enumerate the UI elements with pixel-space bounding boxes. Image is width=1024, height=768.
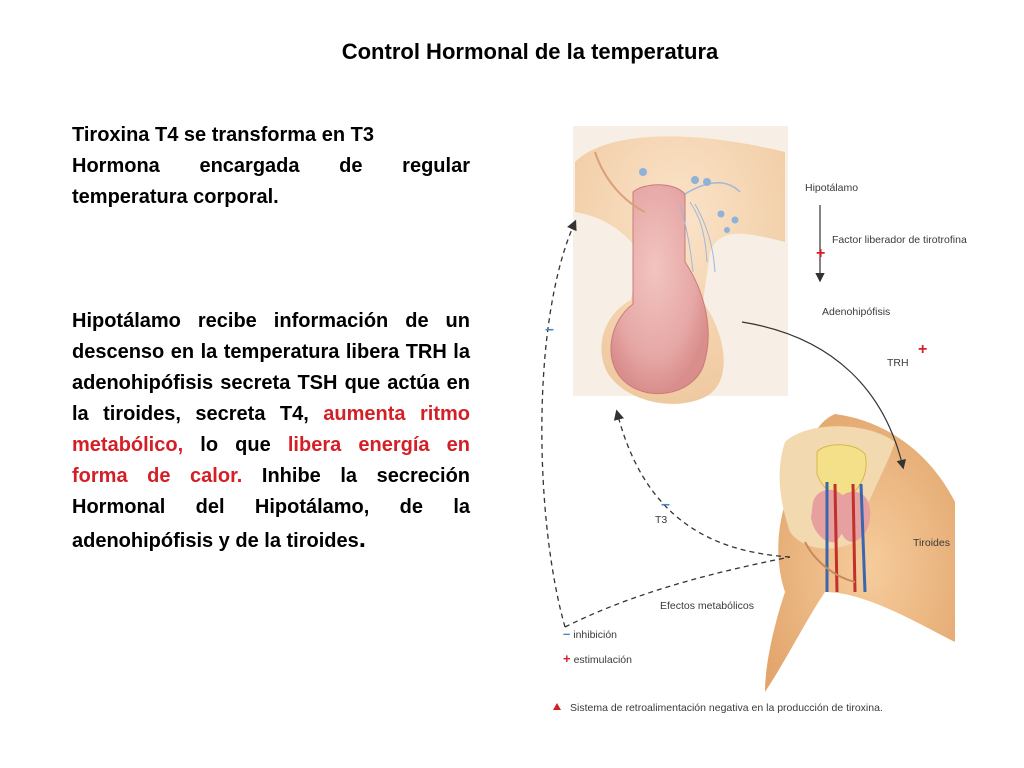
inhibition-sign-hypothalamus: – [545,321,554,338]
t3-feedback-arrow-from-thyroid [565,557,790,627]
pituitary-illustration [573,126,788,404]
para2-red-metabolic: aumenta ritmo metabólico, [72,403,470,456]
label-hipotalamo: Hipotálamo [805,182,859,194]
para2-end: . [358,523,366,553]
feedback-figure [535,122,967,732]
para1-line2: Hormona encargada de regular temperatura corporal. [72,155,470,208]
legend-stimulation [563,652,632,667]
label-factor-liberador: Factor liberador de tirotrofina [832,234,967,246]
t3-feedback-arrow-to-hypothalamus [542,222,575,627]
inhibition-sign-pituitary: – [661,496,670,513]
paragraph-t4-t3 [72,120,470,213]
legend-minus-mark: – [563,626,571,641]
caption-triangle-icon [553,703,561,710]
para2-part3: Inhibe la secreción Hormonal del Hipotálamo, de la adenohipófisis y de la tiroides [72,465,471,552]
stimulation-sign-factor: + [816,245,826,262]
label-trh: TRH [887,357,909,369]
para2-part2: lo que [183,434,288,456]
thyroid-illustration [765,414,955,692]
legend-plus-mark: + [563,651,571,666]
figure-caption [553,702,883,714]
label-adenohipofisis: Adenohipófisis [822,306,891,318]
legend-stimulation-text: estimulación [573,654,632,666]
para2-part1: Hipotálamo recibe información de un descenso en la temperatura libera TRH la adenohipófisis secreta TSH que actúa en la tiroides, secreta T4, [72,310,470,425]
para2-red-heat: libera energía en forma de calor. [72,434,470,487]
legend-inhibition [563,627,617,642]
t3-feedback-arrow-to-pituitary [617,412,790,557]
label-tiroides: Tiroides [913,537,950,549]
caption-text: Sistema de retroalimentación negativa en la producción de tiroxina. [570,702,883,714]
stimulation-sign-trh: + [918,341,928,358]
legend-inhibition-text: inhibición [573,629,618,641]
slide-title: Control Hormonal de la temperatura [341,39,719,64]
para1-line1: Tiroxina T4 se transforma en T3 [72,124,374,146]
paragraph-hypothalamus [72,306,470,557]
label-t3: T3 [655,514,668,526]
label-efectos-metabolicos: Efectos metabólicos [660,600,754,612]
